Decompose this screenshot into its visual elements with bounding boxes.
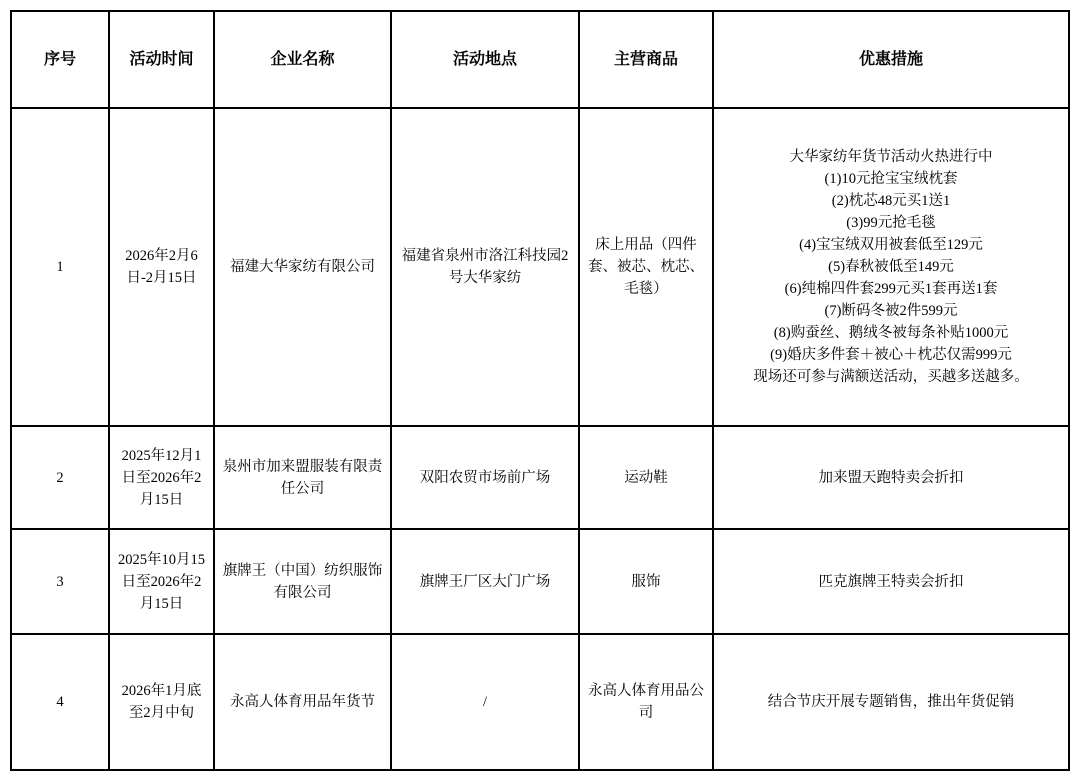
cell-company: 永高人体育用品年货节 [214,634,391,770]
cell-location: 旗牌王厂区大门广场 [391,529,579,634]
cell-products: 服饰 [579,529,713,634]
cell-time: 2026年2月6日-2月15日 [109,108,214,426]
cell-location: 双阳农贸市场前广场 [391,426,579,529]
header-products: 主营商品 [579,11,713,108]
header-company: 企业名称 [214,11,391,108]
table-row [11,529,1069,634]
cell-products: 床上用品（四件套、被芯、枕芯、毛毯） [579,108,713,426]
header-offers: 优惠措施 [713,11,1069,108]
header-time: 活动时间 [109,11,214,108]
promotions-table [10,10,1070,771]
cell-offers: 加来盟天跑特卖会折扣 [713,426,1069,529]
cell-seq: 1 [11,108,109,426]
cell-products: 永高人体育用品公司 [579,634,713,770]
header-seq: 序号 [11,11,109,108]
table-row [11,108,1069,426]
cell-time: 2026年1月底至2月中旬 [109,634,214,770]
cell-products: 运动鞋 [579,426,713,529]
table-header-row [11,11,1069,108]
cell-offers: 匹克旗牌王特卖会折扣 [713,529,1069,634]
cell-seq: 4 [11,634,109,770]
table-row [11,426,1069,529]
table-row [11,634,1069,770]
cell-seq: 2 [11,426,109,529]
cell-company: 泉州市加来盟服装有限责任公司 [214,426,391,529]
cell-time: 2025年10月15日至2026年2月15日 [109,529,214,634]
cell-offers: 结合节庆开展专题销售，推出年货促销 [713,634,1069,770]
cell-location: / [391,634,579,770]
cell-company: 福建大华家纺有限公司 [214,108,391,426]
cell-location: 福建省泉州市洛江科技园2号大华家纺 [391,108,579,426]
header-location: 活动地点 [391,11,579,108]
cell-offers: 大华家纺年货节活动火热进行中 (1)10元抢宝宝绒枕套 (2)枕芯48元买1送1 (3)99元抢毛毯 (4)宝宝绒双用被套低至129元 (5)春秋被低至149元 (6)纯棉四件套299元买1套再送1套 (7)断码冬被2件599元 (8)购蚕丝、鹅绒冬被每条补贴1000元 (9)婚庆多件套＋被心＋枕芯仅需999元 现场还可参与满额送活动，买越多送越多。 [713,108,1069,426]
cell-company: 旗牌王（中国）纺织服饰有限公司 [214,529,391,634]
cell-seq: 3 [11,529,109,634]
cell-time: 2025年12月1日至2026年2月15日 [109,426,214,529]
